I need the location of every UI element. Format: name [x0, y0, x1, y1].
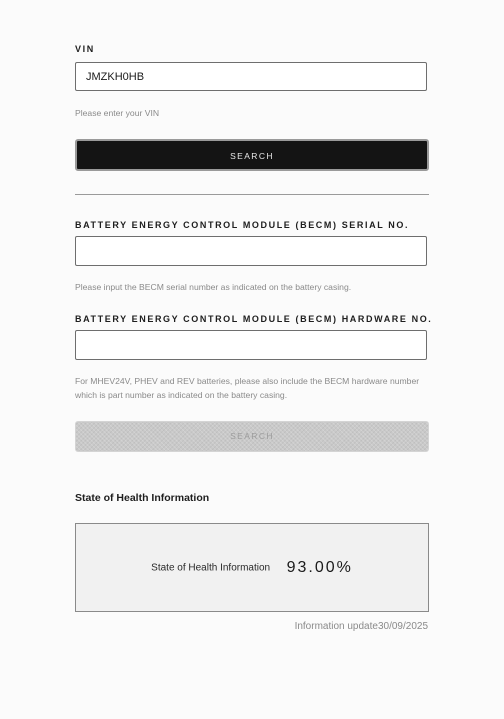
becm-serial-helper-text: Please input the BECM serial number as indicated on the battery casing.: [75, 282, 352, 292]
becm-search-button[interactable]: SEARCH: [75, 421, 429, 452]
becm-hardware-helper-text: For MHEV24V, PHEV and REV batteries, please also include the BECM hardware number which is part number as indicated on the battery casing.: [75, 376, 420, 400]
section-divider: [75, 194, 429, 195]
becm-hardware-input[interactable]: [75, 330, 427, 360]
state-of-health-label: State of Health Information: [151, 562, 271, 574]
state-of-health-title: State of Health Information: [75, 492, 210, 504]
state-of-health-row: [76, 559, 428, 577]
information-update-text: Information update30/09/2025: [294, 621, 428, 632]
vin-search-button[interactable]: SEARCH: [75, 139, 429, 171]
state-of-health-value: 93.00%: [286, 559, 353, 576]
vin-label: VIN: [75, 44, 95, 54]
becm-hardware-label: BATTERY ENERGY CONTROL MODULE (BECM) HARDWARE NO.: [75, 314, 433, 324]
vin-helper-text: Please enter your VIN: [75, 108, 160, 118]
vin-input[interactable]: [75, 62, 427, 91]
becm-serial-input[interactable]: [75, 236, 427, 266]
becm-serial-label: BATTERY ENERGY CONTROL MODULE (BECM) SERIAL NO.: [75, 220, 410, 230]
state-of-health-card: [75, 523, 429, 612]
